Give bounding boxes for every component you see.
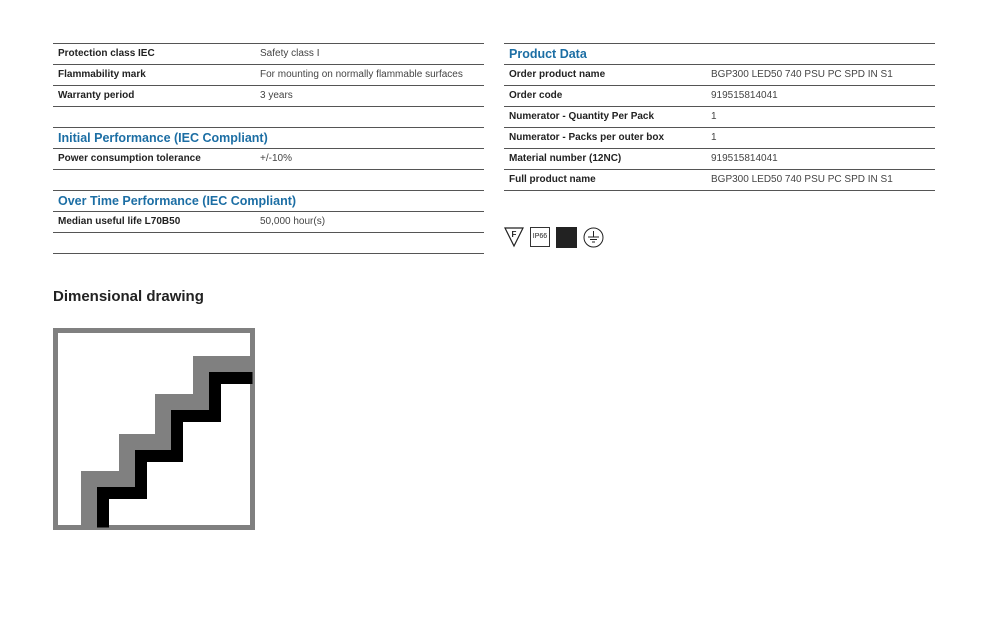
spec-value: +/-10%	[260, 153, 292, 164]
spacer-row	[53, 169, 484, 190]
product-row	[504, 85, 935, 106]
product-data-table	[504, 43, 935, 191]
product-value: 919515814041	[711, 90, 778, 101]
product-row	[504, 106, 935, 127]
product-row	[504, 169, 935, 190]
spec-row	[53, 148, 484, 169]
spec-row	[53, 211, 484, 232]
section-title-product-data: Product Data	[504, 43, 935, 64]
spec-label: Protection class IEC	[58, 48, 155, 59]
product-label: Full product name	[509, 174, 596, 185]
product-row	[504, 148, 935, 169]
section-title-initial-performance: Initial Performance (IEC Compliant)	[53, 127, 484, 148]
product-label: Order code	[509, 90, 563, 101]
certification-icons	[504, 226, 604, 248]
table-bottom-rule	[53, 253, 484, 254]
product-label: Numerator - Quantity Per Pack	[509, 111, 655, 122]
ip66-text: IP66	[532, 233, 548, 240]
spec-value: 50,000 hour(s)	[260, 216, 326, 227]
ip66-icon	[530, 227, 550, 247]
product-value: 1	[711, 111, 717, 122]
f-mark-text: F	[511, 230, 517, 239]
spacer-row	[53, 106, 484, 127]
product-row	[504, 127, 935, 148]
product-label: Material number (12NC)	[509, 153, 622, 164]
spec-label: Median useful life L70B50	[58, 216, 181, 227]
table-bottom-rule	[504, 190, 935, 191]
earth-ground-icon	[583, 227, 604, 248]
product-value: 919515814041	[711, 153, 778, 164]
product-row	[504, 64, 935, 85]
spec-label: Flammability mark	[58, 69, 146, 80]
spec-value: 3 years	[260, 90, 293, 101]
dimensional-drawing-title: Dimensional drawing	[53, 288, 204, 305]
spec-row	[53, 43, 484, 64]
left-spec-table	[53, 43, 484, 254]
black-square-icon	[556, 227, 577, 248]
spec-row	[53, 85, 484, 106]
spacer-row	[53, 232, 484, 253]
stairs-placeholder-icon	[53, 328, 255, 530]
spec-value: Safety class I	[260, 48, 320, 59]
product-label: Numerator - Packs per outer box	[509, 132, 665, 143]
spec-row	[53, 64, 484, 85]
product-label: Order product name	[509, 69, 606, 80]
spec-value: For mounting on normally flammable surfaces	[260, 69, 463, 80]
product-value: 1	[711, 132, 717, 143]
spec-label: Power consumption tolerance	[58, 153, 201, 164]
section-title-over-time-performance: Over Time Performance (IEC Compliant)	[53, 190, 484, 211]
f-mark-icon	[504, 226, 524, 248]
spec-label: Warranty period	[58, 90, 135, 101]
product-value: BGP300 LED50 740 PSU PC SPD IN S1	[711, 174, 893, 185]
product-value: BGP300 LED50 740 PSU PC SPD IN S1	[711, 69, 893, 80]
